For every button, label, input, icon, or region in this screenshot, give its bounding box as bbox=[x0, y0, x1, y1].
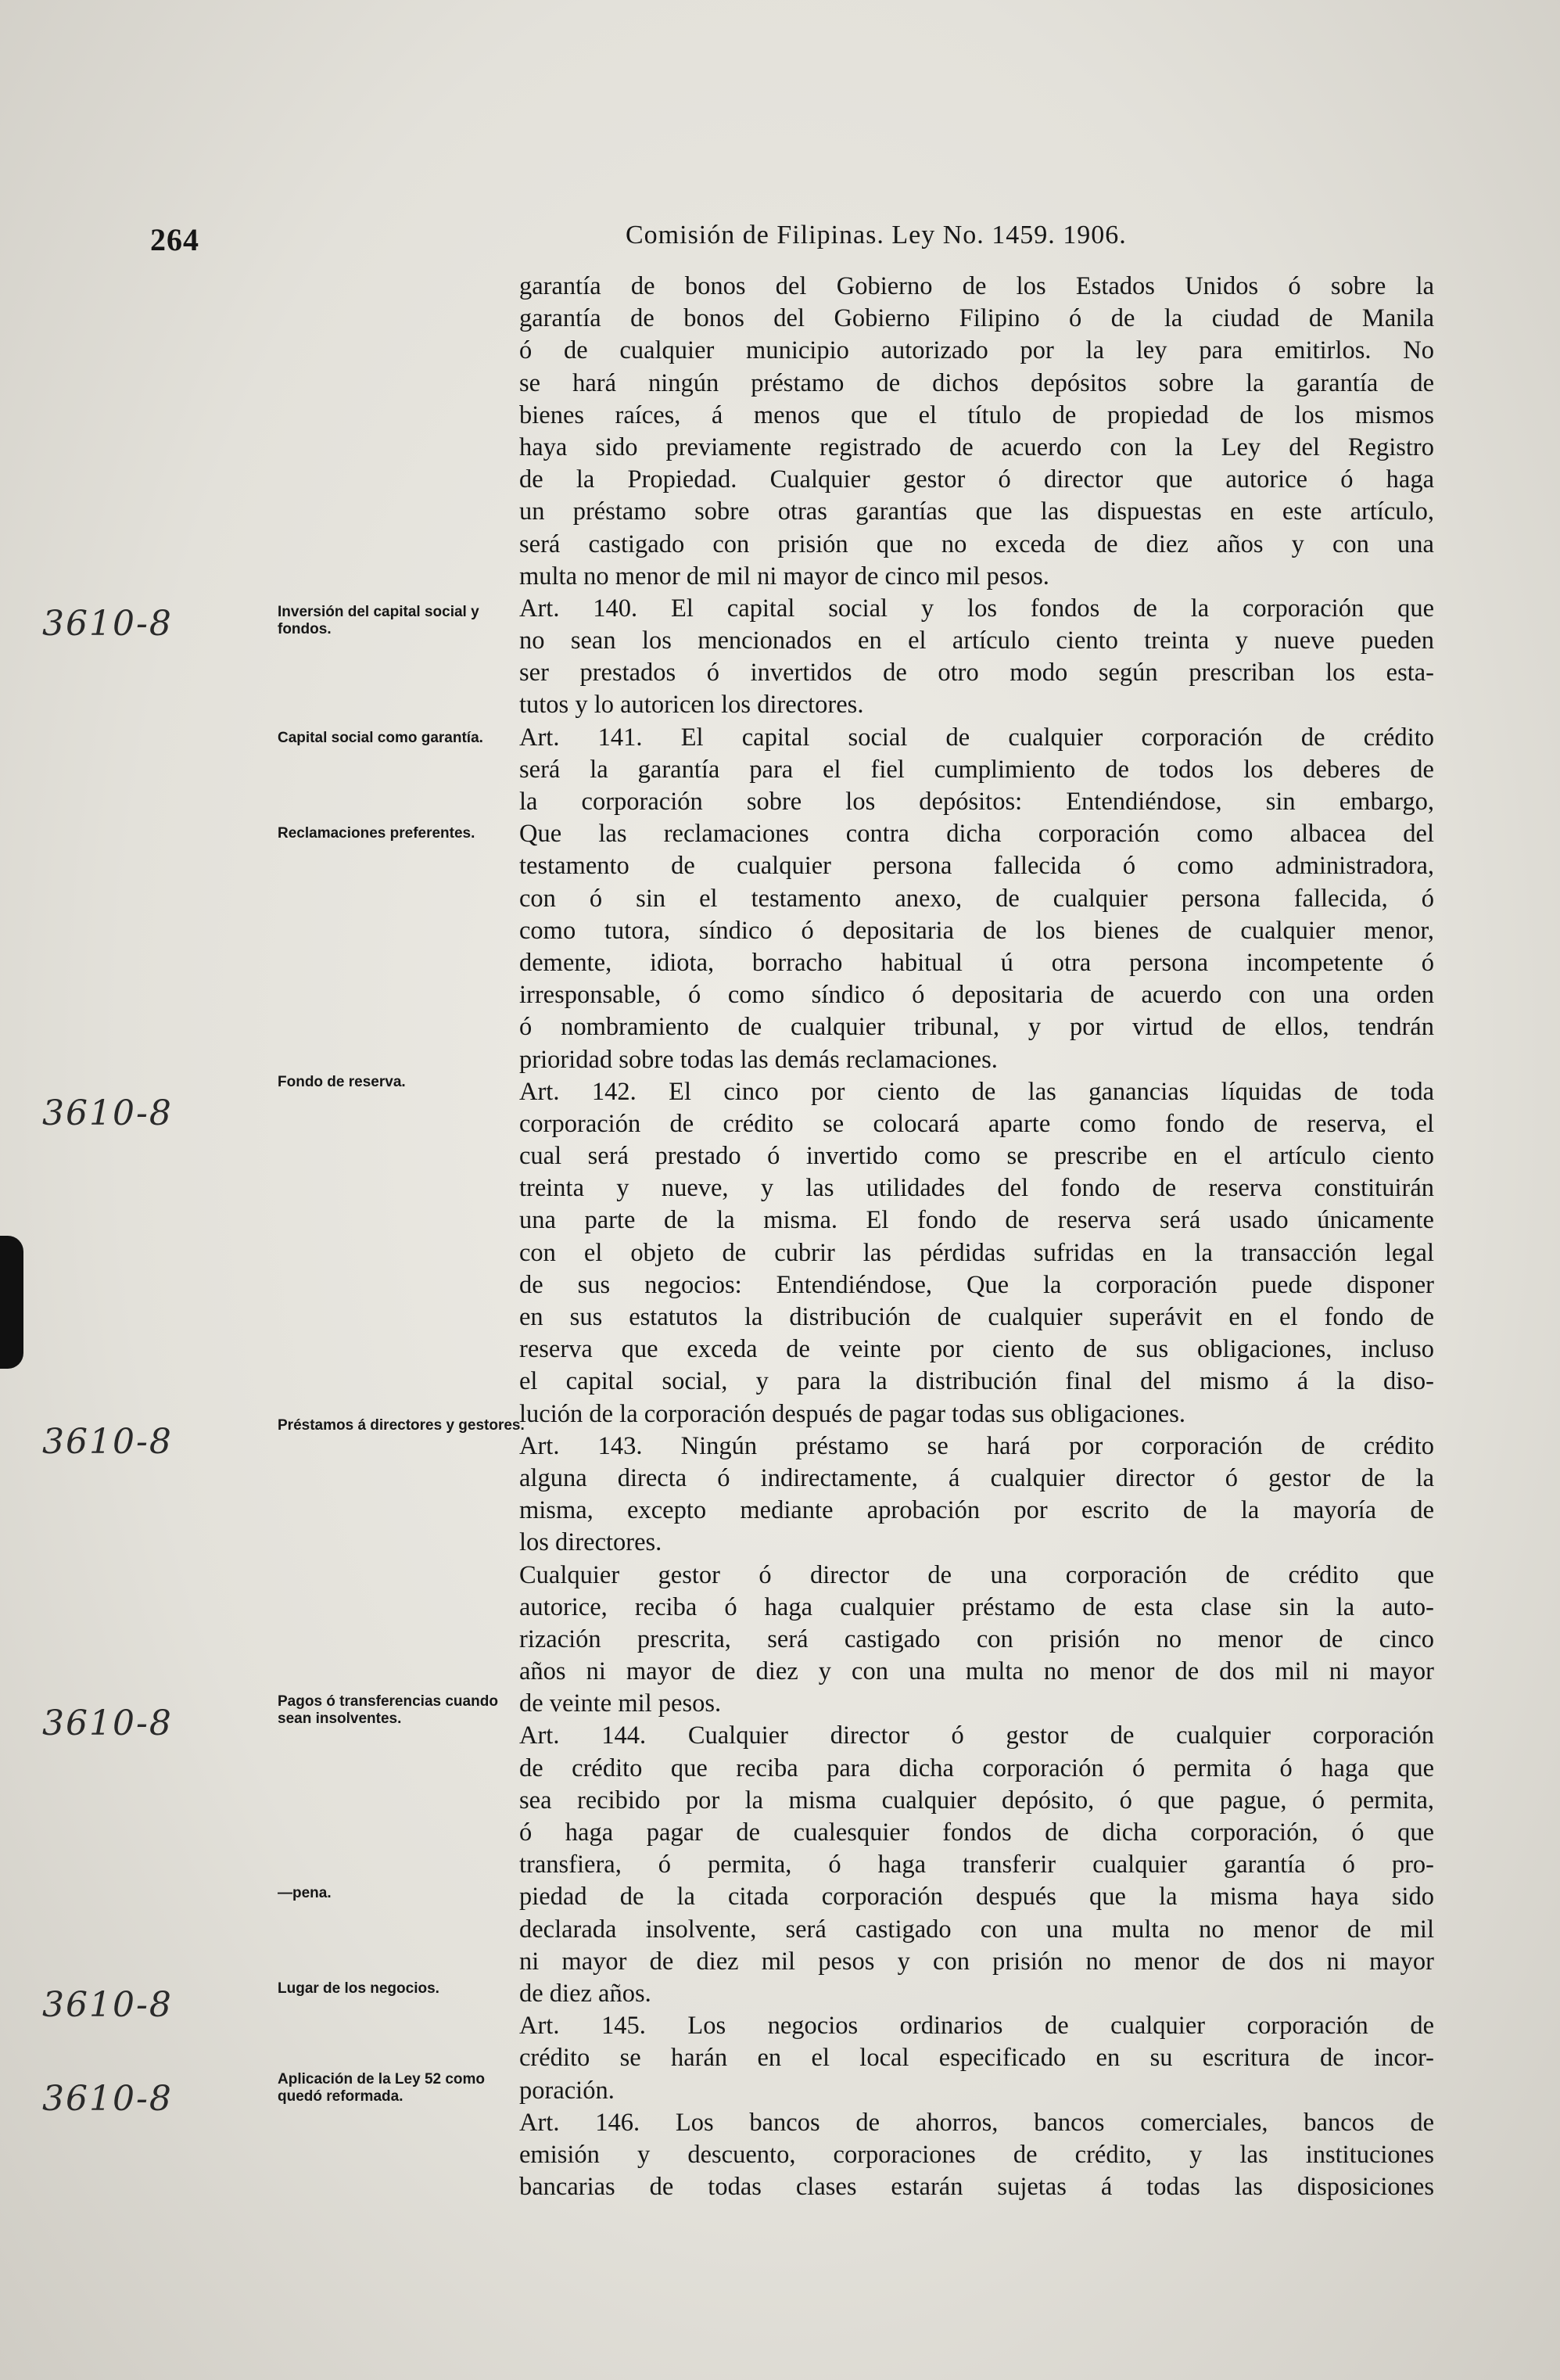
body-line: Art. 145. Los negocios ordinarios de cualquier corporación de bbox=[519, 2012, 1434, 2041]
body-line: prioridad sobre todas las demás reclamaciones. bbox=[519, 1045, 998, 1074]
body-line: poración. bbox=[519, 2076, 615, 2105]
body-line: de la Propiedad. Cualquier gestor ó director que autorice ó haga bbox=[519, 465, 1434, 494]
body-line: Art. 140. El capital social y los fondos de la corporación que bbox=[519, 594, 1434, 623]
body-line: un préstamo sobre otras garantías que las dispuestas en este artículo, bbox=[519, 497, 1434, 526]
side-note-lugar: Lugar de los negocios. bbox=[278, 1980, 439, 1997]
scan-edge-mark bbox=[0, 1236, 23, 1369]
body-line: haya sido previamente registrado de acuerdo con la Ley del Registro bbox=[519, 433, 1434, 461]
body-line: Art. 141. El capital social de cualquier corporación de crédito bbox=[519, 723, 1434, 752]
side-note-inversion: Inversión del capital social y fondos. bbox=[278, 604, 479, 637]
body-line: irresponsable, ó como síndico ó depositaria de acuerdo con una orden bbox=[519, 981, 1434, 1010]
body-line: testamento de cualquier persona fallecida ó como administradora, bbox=[519, 852, 1434, 881]
body-line: como tutora, síndico ó depositaria de los bienes de cualquier menor, bbox=[519, 916, 1434, 945]
body-line: reserva que exceda de veinte por ciento de sus obligaciones, incluso bbox=[519, 1335, 1434, 1364]
side-note-prestamos: Préstamos á directores y gestores. bbox=[278, 1417, 525, 1434]
body-line: de veinte mil pesos. bbox=[519, 1689, 722, 1718]
body-line: será la garantía para el fiel cumplimiento de todos los deberes de bbox=[519, 755, 1434, 784]
body-line: transfiera, ó permita, ó haga transferir cualquier garantía ó pro- bbox=[519, 1851, 1434, 1879]
body-line: Art. 144. Cualquier director ó gestor de cualquier corporación bbox=[519, 1721, 1434, 1750]
body-line: multa no menor de mil ni mayor de cinco mil pesos. bbox=[519, 562, 1049, 591]
body-line: demente, idiota, borracho habitual ú otra persona incompetente ó bbox=[519, 948, 1434, 977]
body-line: treinta y nueve, y las utilidades del fondo de reserva constituirán bbox=[519, 1174, 1434, 1203]
body-line: rización prescrita, será castigado con prisión no menor de cinco bbox=[519, 1624, 1434, 1653]
body-line: corporación de crédito se colocará aparte como fondo de reserva, el bbox=[519, 1109, 1434, 1138]
body-line: de sus negocios: Entendiéndose, Que la corporación puede disponer bbox=[519, 1270, 1434, 1299]
body-line: Art. 142. El cinco por ciento de las ganancias líquidas de toda bbox=[519, 1077, 1434, 1106]
body-line: declarada insolvente, será castigado con una multa no menor de mil bbox=[519, 1915, 1434, 1944]
body-line: Art. 146. Los bancos de ahorros, bancos comerciales, bancos de bbox=[519, 2108, 1434, 2137]
body-line: no sean los mencionados en el artículo ciento treinta y nueve pueden bbox=[519, 626, 1434, 655]
body-line: cual será prestado ó invertido como se prescribe en el artículo ciento bbox=[519, 1142, 1434, 1171]
body-line: Cualquier gestor ó director de una corporación de crédito que bbox=[519, 1560, 1434, 1589]
handwritten-note: 3610-8 bbox=[42, 1422, 173, 1462]
body-line: bancarias de todas clases estarán sujetas á todas las disposiciones bbox=[519, 2173, 1434, 2202]
body-line: ser prestados ó invertidos de otro modo según prescriban los esta- bbox=[519, 659, 1434, 687]
body-line: con el objeto de cubrir las pérdidas sufridas en la transacción legal bbox=[519, 1238, 1434, 1267]
body-line: ó haga pagar de cualesquier fondos de dicha corporación, ó que bbox=[519, 1818, 1434, 1847]
body-line: crédito se harán en el local especificado en su escritura de incor- bbox=[519, 2044, 1434, 2073]
page-number: 264 bbox=[150, 222, 199, 257]
body-line: tutos y lo autoricen los directores. bbox=[519, 691, 864, 720]
handwritten-note: 3610-8 bbox=[42, 1093, 173, 1133]
body-line: lución de la corporación después de pagar todas sus obligaciones. bbox=[519, 1399, 1185, 1428]
body-line: ó de cualquier municipio autorizado por la ley para emitirlos. No bbox=[519, 336, 1434, 365]
side-note-reclamaciones: Reclamaciones preferentes. bbox=[278, 825, 475, 842]
side-note-aplicacion: Aplicación de la Ley 52 como quedó reformada. bbox=[278, 2071, 486, 2105]
body-line: sea recibido por la misma cualquier depósito, ó que pague, ó permita, bbox=[519, 1786, 1434, 1815]
body-line: garantía de bonos del Gobierno de los Estados Unidos ó sobre la bbox=[519, 272, 1434, 300]
body-line: en sus estatutos la distribución de cualquier superávit en el fondo de bbox=[519, 1303, 1434, 1331]
body-text bbox=[519, 271, 1434, 2203]
body-line: será castigado con prisión que no exceda de diez años y con una bbox=[519, 529, 1434, 558]
side-note-capital-garantia: Capital social como garantía. bbox=[278, 730, 483, 746]
body-line: el capital social, y para la distribución final del mismo á la diso- bbox=[519, 1367, 1434, 1396]
body-line: autorice, reciba ó haga cualquier préstamo de esta clase sin la auto- bbox=[519, 1592, 1434, 1621]
handwritten-note: 3610-8 bbox=[42, 2079, 173, 2119]
side-note-pena: —pena. bbox=[278, 1885, 332, 1901]
body-line: misma, excepto mediante aprobación por escrito de la mayoría de bbox=[519, 1496, 1434, 1525]
body-line: Art. 143. Ningún préstamo se hará por corporación de crédito bbox=[519, 1431, 1434, 1460]
side-note-pagos: Pagos ó transferencias cuando sean insolventes. bbox=[278, 1693, 498, 1727]
body-line: alguna directa ó indirectamente, á cualquier director ó gestor de la bbox=[519, 1463, 1434, 1492]
body-line: de crédito que reciba para dicha corporación ó permita ó haga que bbox=[519, 1754, 1434, 1782]
body-line: bienes raíces, á menos que el título de propiedad de los mismos bbox=[519, 400, 1434, 429]
running-head: Comisión de Filipinas. Ley No. 1459. 1906. bbox=[626, 221, 1127, 249]
body-line: años ni mayor de diez y con una multa no menor de dos mil ni mayor bbox=[519, 1657, 1434, 1686]
body-line: garantía de bonos del Gobierno Filipino ó de la ciudad de Manila bbox=[519, 304, 1434, 333]
body-line: la corporación sobre los depósitos: Entendiéndose, sin embargo, bbox=[519, 788, 1434, 816]
body-line: piedad de la citada corporación después que la misma haya sido bbox=[519, 1883, 1434, 1912]
body-line: Que las reclamaciones contra dicha corporación como albacea del bbox=[519, 820, 1434, 849]
body-line: de diez años. bbox=[519, 1979, 651, 2008]
side-note-fondo-reserva: Fondo de reserva. bbox=[278, 1074, 406, 1090]
body-line: ó nombramiento de cualquier tribunal, y por virtud de ellos, tendrán bbox=[519, 1013, 1434, 1042]
body-line: ni mayor de diez mil pesos y con prisión no menor de dos ni mayor bbox=[519, 1947, 1434, 1976]
handwritten-note: 3610-8 bbox=[42, 1985, 173, 2025]
body-line: se hará ningún préstamo de dichos depósitos sobre la garantía de bbox=[519, 368, 1434, 397]
body-line: una parte de la misma. El fondo de reserva será usado únicamente bbox=[519, 1206, 1434, 1235]
handwritten-note: 3610-8 bbox=[42, 1703, 173, 1743]
body-line: con ó sin el testamento anexo, de cualquier persona fallecida, ó bbox=[519, 884, 1434, 913]
body-line: los directores. bbox=[519, 1528, 662, 1557]
handwritten-note: 3610-8 bbox=[42, 604, 173, 644]
body-line: emisión y descuento, corporaciones de crédito, y las instituciones bbox=[519, 2140, 1434, 2169]
